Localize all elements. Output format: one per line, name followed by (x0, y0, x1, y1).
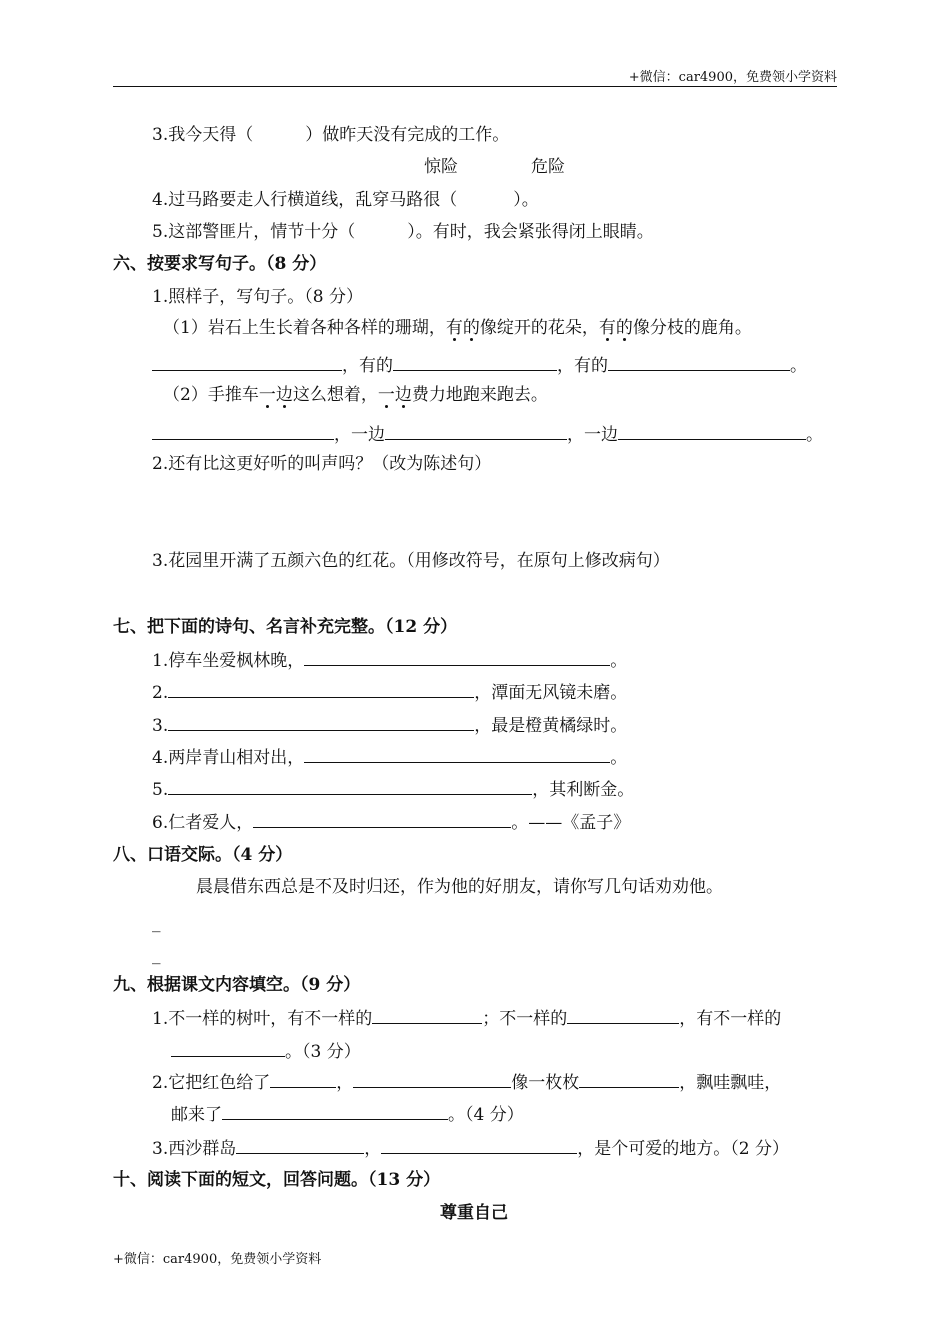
sec5-q3-pre: 3.我今天得（ (152, 125, 254, 145)
sec9-q2-f: 。（4 分） (448, 1105, 524, 1125)
sec6-fill-1 (152, 354, 807, 377)
sec7-q4-pre: 4.两岸青山相对出， (152, 748, 305, 768)
answer-blank[interactable] (152, 354, 342, 371)
sec9-q2-line2 (171, 1103, 524, 1126)
answer-blank[interactable] (579, 1071, 679, 1088)
sec5-q5-post: ）。有时，我会紧张得闭上眼睛。 (407, 222, 654, 242)
sec7-q3 (152, 714, 627, 737)
sec5-word-a: 惊险 (424, 157, 458, 177)
ex1-part-d: 有的 (598, 318, 633, 338)
sec9-title: 九、根据课文内容填空。（9 分） (113, 975, 361, 995)
sec5-q4 (152, 189, 539, 211)
answer-blank[interactable] (608, 354, 790, 371)
ex2-emph-2 (378, 384, 412, 406)
sec6-title: 六、按要求写句子。（8 分） (113, 254, 327, 274)
header-rule (113, 86, 837, 87)
sec9-q2-c: 像一枚枚 (511, 1073, 580, 1093)
sec9-q1-a: 1.不一样的树叶，有不一样的 (152, 1009, 373, 1029)
fill1-mid1: ，有的 (342, 356, 393, 376)
sec8-answer-line-1[interactable]: _ (152, 913, 161, 933)
sec9-q1-b: ；不一样的 (482, 1009, 568, 1029)
sec6-q2: 2.还有比这更好听的叫声吗？（改为陈述句） (152, 454, 492, 474)
answer-blank[interactable] (304, 649, 610, 666)
sec9-q1-line2 (171, 1040, 361, 1063)
fill2-mid1: ，一边 (334, 425, 385, 445)
sec9-q3-c: ，是个可爱的地方。（2 分） (577, 1139, 789, 1159)
answer-blank[interactable] (353, 1071, 511, 1088)
sec7-q5 (152, 778, 634, 801)
sec7-q6 (152, 811, 630, 834)
article-title: 尊重自己 (440, 1203, 508, 1223)
sec7-q4-end: 。 (610, 748, 628, 768)
sec9-q2-line1 (152, 1071, 781, 1094)
sec7-q3-pre: 3. (152, 716, 169, 736)
ex1-part-a: （1）岩石上生长着各种各样的珊瑚， (163, 318, 446, 338)
ex2-emph-1 (259, 384, 293, 406)
ex1-emph-2 (599, 317, 633, 339)
sec9-q3 (152, 1137, 789, 1160)
sec5-q3 (152, 124, 509, 146)
answer-blank[interactable] (381, 1137, 577, 1154)
answer-blank[interactable] (222, 1103, 448, 1120)
sec7-q1-pre: 1.停车坐爱枫林晚， (152, 651, 305, 671)
sec9-q2-a: 2.它把红色给了 (152, 1073, 271, 1093)
sec7-q3-post: ，最是橙黄橘绿时。 (474, 716, 628, 736)
sec7-q6-post: 。——《孟子》 (511, 813, 631, 833)
sec9-q2-b: ， (336, 1073, 354, 1093)
sec6-q1: 1.照样子，写句子。（8 分） (152, 287, 363, 307)
fill1-end: 。 (790, 356, 807, 376)
sec7-q5-pre: 5. (152, 780, 169, 800)
sec7-title: 七、把下面的诗句、名言补充完整。（12 分） (113, 617, 458, 637)
sec7-q5-post: ，其利断金。 (532, 780, 635, 800)
answer-blank[interactable] (567, 1007, 679, 1024)
answer-blank[interactable] (304, 746, 610, 763)
sec7-q1-end: 。 (610, 651, 628, 671)
sec7-q4 (152, 746, 627, 769)
ex2-part-a: （2）手推车 (163, 385, 259, 405)
sec7-q2-pre: 2. (152, 683, 169, 703)
answer-blank[interactable] (372, 1007, 482, 1024)
fill2-mid2: ，一边 (567, 425, 618, 445)
fill1-mid2: ，有的 (557, 356, 608, 376)
sec9-q1-d: 。（3 分） (285, 1042, 361, 1062)
answer-blank[interactable] (253, 811, 511, 828)
answer-blank[interactable] (393, 354, 557, 371)
answer-blank[interactable] (236, 1137, 364, 1154)
ex1-emph-1 (446, 317, 480, 339)
sec7-q6-pre: 6.仁者爱人， (152, 813, 254, 833)
sec5-q4-post: ）。 (513, 190, 539, 210)
answer-blank[interactable] (171, 1040, 285, 1057)
sec6-example-1 (163, 317, 752, 339)
sec5-q5-pre: 5.这部警匪片，情节十分（ (152, 222, 356, 242)
sec9-q2-e: 邮来了 (171, 1105, 222, 1125)
answer-blank[interactable] (270, 1071, 336, 1088)
answer-blank[interactable] (152, 423, 334, 440)
sec8-title: 八、口语交际。（4 分） (113, 845, 293, 865)
sec5-word-b: 危险 (531, 157, 565, 177)
sec7-q2 (152, 681, 627, 704)
sec7-q2-post: ，潭面无风镜未磨。 (474, 683, 628, 703)
fill2-end: 。 (806, 425, 823, 445)
sec8-prompt: 晨晨借东西总是不及时归还，作为他的好朋友，请你写几句话劝劝他。 (196, 877, 723, 897)
sec7-q1 (152, 649, 627, 672)
answer-blank[interactable] (618, 423, 806, 440)
sec10-title: 十、阅读下面的短文，回答问题。（13 分） (113, 1170, 441, 1190)
sec6-fill-2 (152, 423, 823, 446)
header-watermark: +微信：car4900，免费领小学资料 (628, 70, 837, 85)
sec5-q4-pre: 4.过马路要走人行横道线，乱穿马路很（ (152, 190, 458, 210)
sec6-example-2 (163, 384, 548, 406)
answer-blank[interactable] (385, 423, 567, 440)
ex1-part-b: 有的 (445, 318, 480, 338)
sec6-q3: 3.花园里开满了五颜六色的红花。（用修改符号，在原句上修改病句） (152, 551, 670, 571)
footer-watermark: +微信：car4900，免费领小学资料 (113, 1252, 322, 1267)
ex1-part-e: 像分枝的鹿角。 (632, 318, 752, 338)
answer-blank[interactable] (168, 714, 474, 731)
sec9-q1-c: ，有不一样的 (679, 1009, 782, 1029)
sec5-q5 (152, 221, 654, 243)
ex2-part-c: 这么想着， (292, 385, 378, 405)
ex2-part-b: 一边 (258, 385, 293, 405)
sec9-q3-b: ， (364, 1139, 382, 1159)
sec9-q2-d: ，飘哇飘哇， (679, 1073, 782, 1093)
answer-blank[interactable] (168, 681, 474, 698)
ex1-part-c: 像绽开的花朵， (479, 318, 599, 338)
sec9-q1-line1 (152, 1007, 781, 1030)
ex2-part-d: 一边 (377, 385, 412, 405)
sec8-answer-line-2[interactable]: _ (152, 945, 161, 965)
sec9-q3-a: 3.西沙群岛 (152, 1139, 237, 1159)
answer-blank[interactable] (168, 778, 532, 795)
sec5-q3-post: ）做昨天没有完成的工作。 (305, 125, 510, 145)
ex2-part-e: 费力地跑来跑去。 (411, 385, 548, 405)
